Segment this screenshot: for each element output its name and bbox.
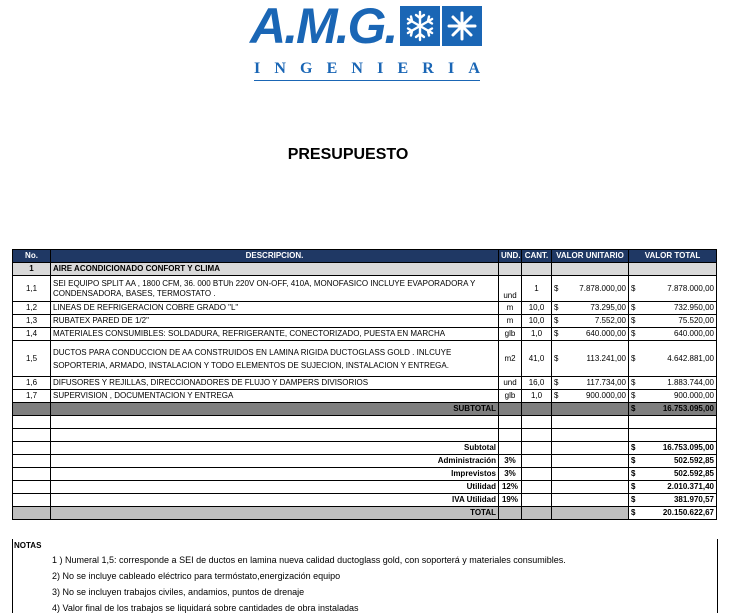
note-item: 3) No se incluyen trabajos civiles, andamios, puntos de drenaje bbox=[52, 587, 305, 597]
table-row: 1,6 DIFUSORES Y REJILLAS, DIRECCIONADORES DE FLUJO Y DAMPERS DIVISORIOS und 16,0 $ 117.734,00 $ 1.883.744,00 bbox=[13, 377, 717, 390]
col-header-no: No. bbox=[13, 250, 51, 263]
snowflake-icon bbox=[400, 6, 440, 46]
spacer-row bbox=[13, 429, 717, 442]
table-row: 1,4 MATERIALES CONSUMIBLES: SOLDADURA, REFRIGERANTE, CONECTORIZADO, PUESTA EN MARCHA glb 1,0 $ 640.000,00 $ 640.000,00 bbox=[13, 328, 717, 341]
table-header-row bbox=[13, 250, 717, 263]
notes-section bbox=[14, 541, 714, 614]
col-header-desc: DESCRIPCION. bbox=[51, 250, 499, 263]
table-row: 1,2 LINEAS DE REFRIGERACION COBRE GRADO "L" m 10,0 $ 73.295,00 $ 732.950,00 bbox=[13, 302, 717, 315]
grand-total-row: TOTAL $ 20.150.622,67 bbox=[13, 507, 717, 520]
col-header-und: UND. bbox=[499, 250, 522, 263]
note-item: 1 ) Numeral 1,5: corresponde a SEI de ductos en lamina nueva calidad ductoglass gold, con soporterá y materiales consumibles. bbox=[52, 555, 566, 565]
summary-row: Imprevistos 3% $ 502.592,85 bbox=[13, 468, 717, 481]
page-title: PRESUPUESTO bbox=[287, 146, 409, 163]
logo-brand: A.M.G. bbox=[250, 0, 397, 54]
table-row: 1,3 RUBATEX PARED DE 1/2" m 10,0 $ 7.552,00 $ 75.520,00 bbox=[13, 315, 717, 328]
logo-underline bbox=[254, 80, 480, 81]
table-row: 1,5 DUCTOS PARA CONDUCCION DE AA CONSTRUIDOS EN LAMINA RIGIDA DUCTOGLASS GOLD . INLCUYE SOPORTERIA, ARMADO, INSTALACION Y TODO ELEMENTOS DE SUJECION, INSTALACION Y ENTREGA. m2 41,0 $ 113.241,00 $ 4.642.881,00 bbox=[13, 341, 717, 377]
summary-row: Utilidad 12% $ 2.010.371,40 bbox=[13, 481, 717, 494]
logo-subtitle: I N G E N I E R I A bbox=[254, 60, 480, 77]
notes-heading: NOTAS bbox=[14, 541, 42, 550]
snowflake-icon bbox=[442, 6, 482, 46]
note-item: 2) No se incluye cableado eléctrico para termóstato,energización equipo bbox=[52, 571, 341, 581]
col-header-total: VALOR TOTAL bbox=[629, 250, 717, 263]
subtotal-row: SUBTOTAL $ 16.753.095,00 bbox=[13, 403, 717, 416]
summary-row: IVA Utilidad 19% $ 381.970,57 bbox=[13, 494, 717, 507]
summary-row: Administración 3% $ 502.592,85 bbox=[13, 455, 717, 468]
company-logo bbox=[250, 2, 482, 82]
col-header-unit: VALOR UNITARIO bbox=[552, 250, 629, 263]
note-item: 4) Valor final de los trabajos se liquidará sobre cantidades de obra instaladas bbox=[52, 603, 359, 613]
col-header-cant: CANT. bbox=[522, 250, 552, 263]
spacer-row bbox=[13, 416, 717, 429]
section-row: 1 AIRE ACONDICIONADO CONFORT Y CLIMA bbox=[13, 263, 717, 276]
table-row: 1,1 SEI EQUIPO SPLIT AA , 1800 CFM, 36. 000 BTUh 220V ON-OFF, 410A, MONOFASICO INCLUYE EVAPORADORA Y CONDENSADORA, BASES, TERMOSTATO . und 1 $ 7.878.000,00 $ 7.878.000,00 bbox=[13, 276, 717, 302]
table-row: 1,7 SUPERVISION , DOCUMENTACION Y ENTREGA glb 1,0 $ 900.000,00 $ 900.000,00 bbox=[13, 390, 717, 403]
budget-table bbox=[12, 249, 717, 520]
summary-row: Subtotal $ 16.753.095,00 bbox=[13, 442, 717, 455]
